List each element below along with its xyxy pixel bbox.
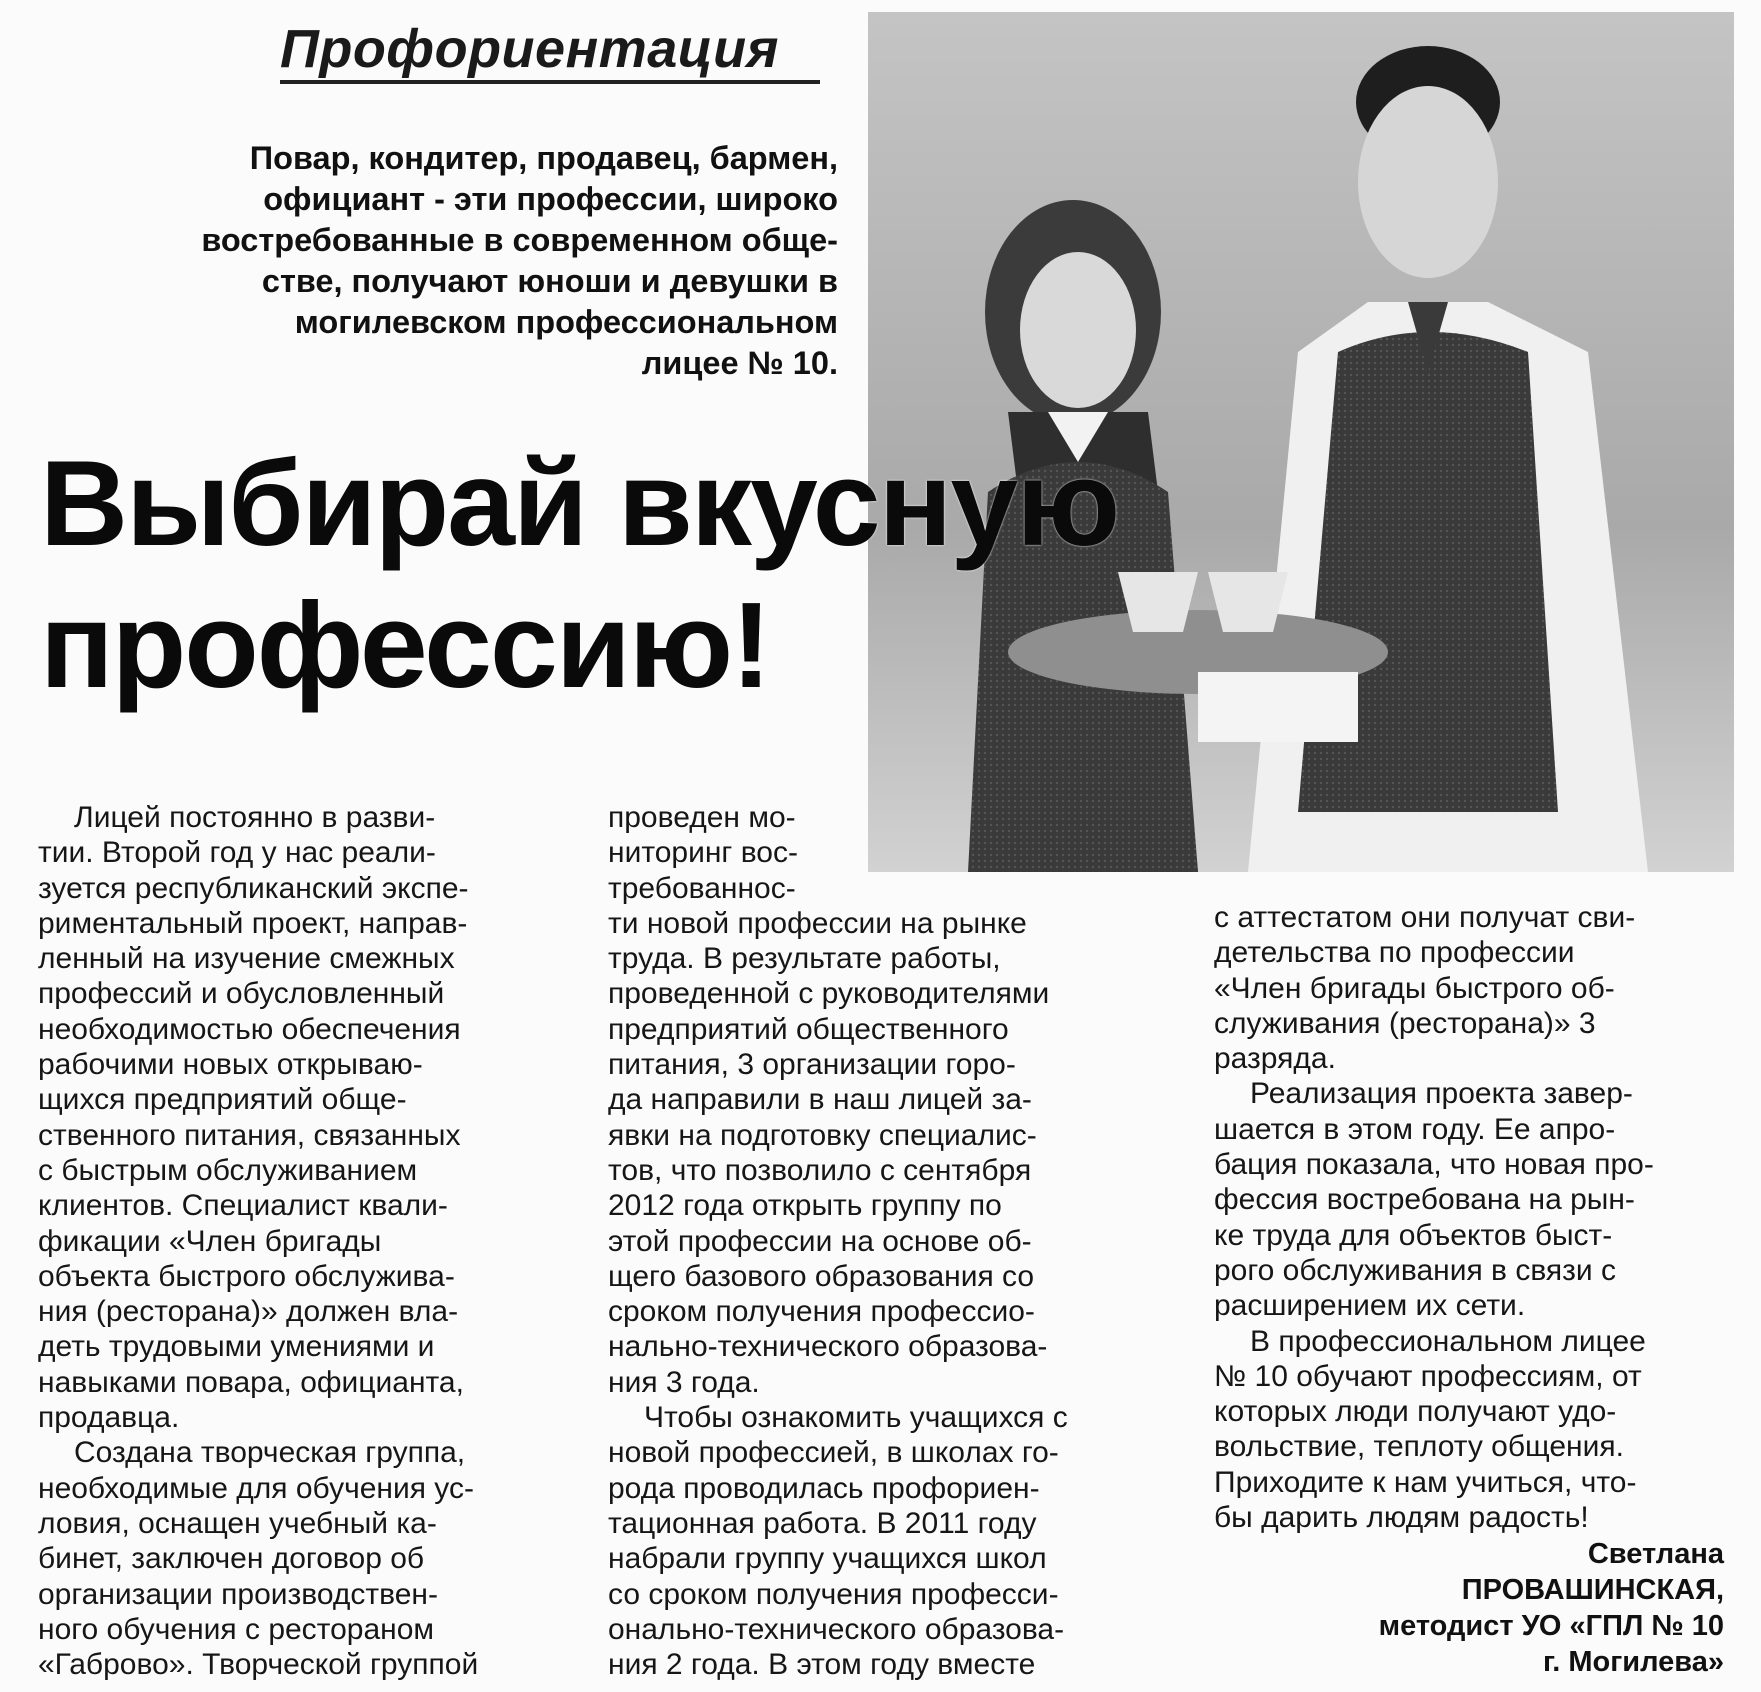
text-line: ловия, оснащен учебный ка- (38, 1506, 437, 1540)
text-line: со сроком получения професси- (608, 1577, 1059, 1611)
text-line: с аттестатом они получат сви- (1214, 901, 1636, 934)
text-line: зуется республиканский экспе- (38, 871, 469, 905)
text-line: ленный на изучение смежных (38, 942, 455, 976)
text-line: бация показала, что новая про- (1214, 1148, 1654, 1182)
text-line: Реализация проекта завер- (1250, 1077, 1633, 1111)
text-line: ти новой профессии на рынке (608, 906, 1027, 940)
text-line: щего базового образования со (608, 1259, 1035, 1293)
article-column-3 (1214, 900, 1734, 1535)
text-line: ного обучения с рестораном (38, 1612, 435, 1646)
text-line: питания, 3 организации горо- (608, 1048, 1016, 1082)
text-line: детельства по профессии (1214, 936, 1575, 970)
rubric-underline (280, 80, 820, 84)
text-line: № 10 обучают профессиям, от (1214, 1359, 1642, 1393)
lead-line: востребованные в современном обще- (201, 222, 838, 258)
signature-line: г. Могилева» (1543, 1646, 1724, 1678)
text-line: деть трудовыми умениями и (38, 1330, 435, 1364)
text-line: которых люди получают удо- (1214, 1395, 1617, 1429)
headline-line: профессию! (40, 577, 770, 713)
text-line: ния 2 года. В этом году вместе (608, 1648, 1036, 1682)
text-line: рого обслуживания в связи с (1214, 1253, 1617, 1287)
text-line: фессия востребована на рын- (1214, 1183, 1635, 1217)
text-line: ниторинг вос- (608, 836, 798, 870)
text-line: навыками повара, официанта, (38, 1365, 464, 1399)
text-line: предприятий общественного (608, 1012, 1009, 1046)
text-line: фикации «Член бригады (38, 1224, 382, 1258)
text-line: труда. В результате работы, (608, 942, 1001, 976)
text-line: нально-технического образова- (608, 1330, 1048, 1364)
text-line: Приходите к нам учиться, что- (1214, 1465, 1637, 1499)
text-line: этой профессии на основе об- (608, 1224, 1032, 1258)
text-line: набрали группу учащихся школ (608, 1542, 1047, 1576)
signature-line: ПРОВАШИНСКАЯ, (1461, 1574, 1724, 1606)
text-line: расширением их сети. (1214, 1289, 1526, 1323)
text-line: с быстрым обслуживанием (38, 1153, 418, 1187)
text-line: необходимостью обеспечения (38, 1012, 461, 1046)
text-line: ния (ресторана)» должен вла- (38, 1295, 459, 1329)
text-line: риментальный проект, направ- (38, 906, 468, 940)
text-line: ственного питания, связанных (38, 1118, 461, 1152)
text-line: Чтобы ознакомить учащихся с (644, 1401, 1068, 1435)
text-line: «Габрово». Творческой группой (38, 1648, 479, 1682)
text-line: ния 3 года. (608, 1365, 760, 1399)
text-line: разряда. (1214, 1042, 1336, 1076)
article-column-2 (608, 800, 1156, 1682)
text-line: явки на подготовку специалис- (608, 1118, 1037, 1152)
text-line: профессий и обусловленный (38, 977, 445, 1011)
text-line: клиентов. Специалист квали- (38, 1189, 448, 1223)
text-line: онально-технического образова- (608, 1612, 1065, 1646)
lead-line: лицее № 10. (641, 345, 838, 381)
text-line: В профессиональном лицее (1250, 1324, 1646, 1358)
text-line: тов, что позволило с сентября (608, 1153, 1032, 1187)
text-line: рабочими новых открываю- (38, 1048, 423, 1082)
text-line: щихся предприятий обще- (38, 1083, 407, 1117)
author-signature (1214, 1536, 1724, 1680)
text-line: объекта быстрого обслужива- (38, 1259, 455, 1293)
text-line: Лицей постоянно в разви- (74, 801, 436, 834)
lead-paragraph (30, 138, 838, 384)
headline-line: Выбирай вкусную (40, 435, 1119, 571)
section-rubric: Профориентация (280, 19, 779, 79)
lead-line: стве, получают юноши и девушки в (261, 263, 838, 299)
text-line: ке труда для объектов быст- (1214, 1218, 1613, 1252)
lead-line: официант - эти профессии, широко (263, 181, 838, 217)
text-line: «Член бригады быстрого об- (1214, 971, 1615, 1005)
signature-line: методист УО «ГПЛ № 10 (1378, 1610, 1724, 1642)
lead-line: могилевском профессиональном (294, 304, 838, 340)
text-line: Создана творческая группа, (74, 1436, 466, 1470)
text-line: сроком получения профессио- (608, 1295, 1035, 1329)
text-line: вольствие, теплоту общения. (1214, 1430, 1624, 1464)
signature-line: Светлана (1587, 1538, 1724, 1570)
text-line: да направили в наш лицей за- (608, 1083, 1032, 1117)
text-line: шается в этом году. Ее апро- (1214, 1112, 1616, 1146)
text-line: требованнос- (608, 871, 796, 905)
text-line: тационная работа. В 2011 году (608, 1506, 1037, 1540)
text-line: служивания (ресторана)» 3 (1214, 1006, 1596, 1040)
text-line: новой профессией, в школах го- (608, 1436, 1059, 1470)
text-line: организации производствен- (38, 1577, 438, 1611)
text-line: бинет, заключен договор об (38, 1542, 425, 1576)
text-line: рода проводилась профориен- (608, 1471, 1040, 1505)
text-line: необходимые для обучения ус- (38, 1471, 474, 1505)
article-column-1 (38, 800, 550, 1682)
text-line: проведенной с руководителями (608, 977, 1050, 1011)
article-headline (40, 432, 1200, 716)
text-line: проведен мо- (608, 801, 796, 834)
text-line: продавца. (38, 1401, 180, 1435)
text-line: 2012 года открыть группу по (608, 1189, 1002, 1223)
lead-line: Повар, кондитер, продавец, бармен, (249, 140, 838, 176)
text-line: бы дарить людям радость! (1214, 1501, 1589, 1535)
text-line: тии. Второй год у нас реали- (38, 836, 436, 870)
